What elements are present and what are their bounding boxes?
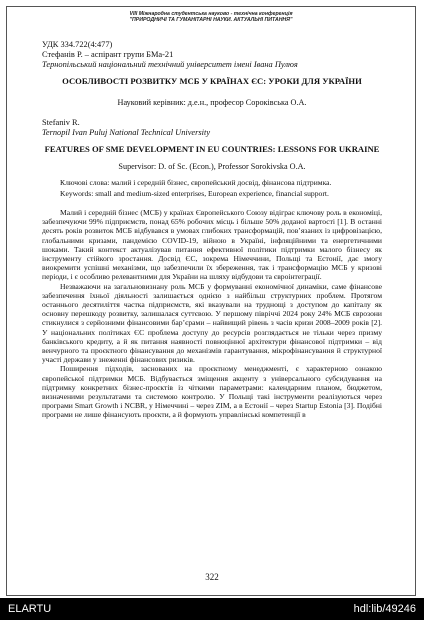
affiliation-ua: Тернопільський національний технічний університет імені Івана Пулюя — [42, 60, 298, 69]
supervisor-ua: Науковий керівник: д.е.н., професор Сороківська О.А. — [117, 98, 307, 107]
title-en: FEATURES OF SME DEVELOPMENT IN EU COUNTRIES: LESSONS FOR UKRAINE — [44, 144, 380, 154]
article-body — [42, 40, 382, 420]
supervisor-en: Supervisor: D. of Sc. (Econ.), Professor Sorokivska O.A. — [118, 162, 306, 171]
title-ua: ОСОБЛИВОСТІ РОЗВИТКУ МСБ У КРАЇНАХ ЄС: УРОКИ ДЛЯ УКРАЇНИ — [62, 76, 362, 86]
affiliation-en: Ternopil Ivan Puluj National Technical University — [42, 128, 211, 137]
conference-header-line1: VIII Міжнародна студентська науково - технічна конференція — [129, 11, 293, 17]
paragraph-2: Незважаючи на загальновизнану роль МСБ у формуванні економічної динаміки, саме фінансове забезпечення їхньої діяльності залишається однією з найбільш структурних проблем. Протягом останнього десятиліття частка підприємств, які вказували на труднощі з доступом до капіталу як основну перешкоду розвитку, залишалася суттєвою. У першому півріччі 2024 року 24% МСБ єврозони стикнулися з серйозними фінансовими бар’єрами – найвищий рівень з часів кризи 2008–2009 років [2]. У національних політиках ЄС проблема доступу до ресурсів розглядається не тільки через призму банківського кредиту, а й як питання наявності повноцінної архітектури фінансової підтримки – від венчурного та проєктного фінансування до механізмів гарантування, мікрофінансування й структурної участі держави у знеженні фінансових ризиків. — [42, 281, 382, 365]
paragraph-3: Поширення підходів, заснованих на проєктному менеджменті, є характерною ознакою європейської підтримки МСБ. Відбувається зміщення акценту з універсального субсидування на підтримку конкретних бізнес-проєктів із чіткими параметрами: календарним планом, бюджетом, визначеними результатами та системою контролю. У Польщі такі інструменти реалізуються через програми Smart Growth і NCBR, у Німеччині – через ZIM, а в Естонії – через Startup Estonia [3]. Подібні програми не лише фінансують проєкти, а й формують управлінські компетенції в — [42, 364, 382, 420]
keywords-ua: Ключові слова: малий і середній бізнес, європейський досвід, фінансова підтримка. — [60, 178, 332, 187]
paragraph-1: Малий і середній бізнес (МСБ) у країнах Європейського Союзу відіграє ключову роль в економіці, забезпечуючи 99% підприємств, понад 65% робочих місць і більше 50% доданої вартості [1]. В останні десять років розвиток МСБ відбувався в умовах глибоких трансформацій, пов’язаних із цифровізацією, глобальними кризами, пандемією COVID-19, війною в Україні, інфляційними та енергетичними шоками. Такий контекст актуалізував питання ефективної політики підтримки малого бізнесу як інструменту стійкого зростання. Досвід ЄС, зокрема Німеччини, Польщі та Естонії, дає змогу виокремити успішні механізми, що забезпечили їх збереження, так і трансформацію МСБ у кризові періоди, і є особливо релевантними для України на шляху відбудови та євроінтеграції. — [42, 208, 382, 282]
conference-header — [7, 11, 415, 23]
udc-code: УДК 334.722(4:477) — [42, 40, 113, 49]
page-number: 322 — [205, 572, 219, 582]
footer-bar — [0, 598, 424, 620]
conference-header-line2: "ПРИРОДНИЧІ ТА ГУМАНІТАРНІ НАУКИ. АКТУАЛЬНІ ПИТАННЯ" — [129, 17, 293, 23]
author-ua: Стефанів Р. – аспірант групи БМа-21 — [42, 50, 174, 59]
handle-identifier: hdl:lib/49246 — [353, 603, 416, 615]
author-en: Stefaniv R. — [42, 118, 80, 127]
keywords-en: Keywords: small and medium-sized enterprises, European experience, financial support. — [60, 189, 329, 198]
repository-name: ELARTU — [8, 603, 52, 615]
